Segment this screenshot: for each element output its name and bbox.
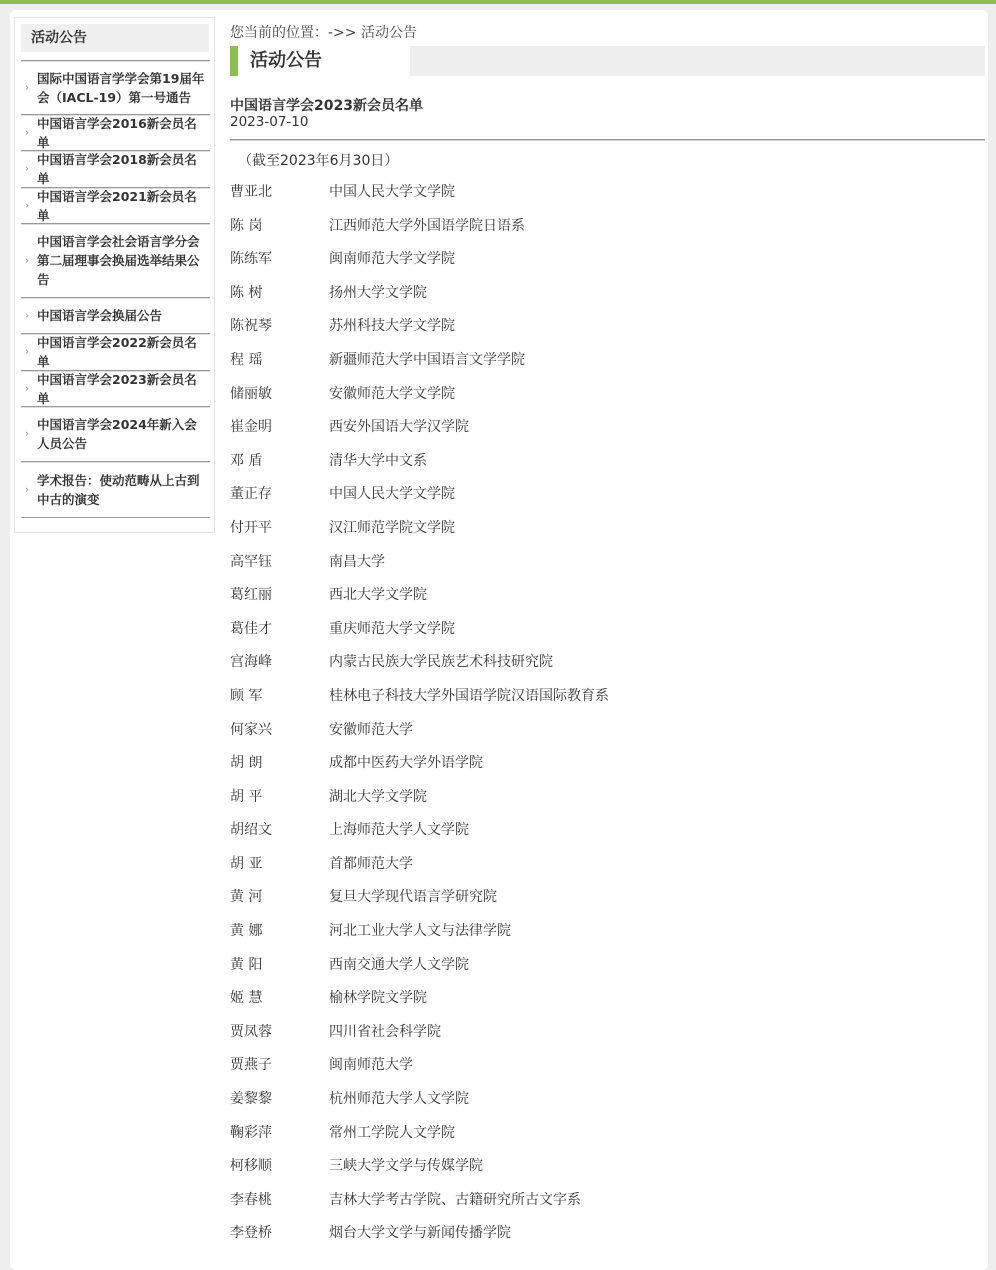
- member-name: 崔金明: [230, 419, 272, 436]
- member-row: [230, 881, 985, 915]
- sidebar-item[interactable]: [21, 150, 210, 187]
- member-name: 顾 军: [230, 687, 263, 704]
- member-org: 河北工业大学人文与法律学院: [329, 923, 511, 940]
- member-org: 湖北大学文学院: [329, 788, 427, 805]
- chevron-right-icon: ›: [25, 255, 29, 266]
- member-list: [230, 176, 985, 1251]
- member-row: [230, 512, 985, 546]
- sidebar-list: [21, 60, 210, 519]
- chevron-right-icon: ›: [25, 383, 29, 394]
- sidebar-item-label[interactable]: 中国语言学会2023新会员名单: [37, 371, 197, 406]
- breadcrumb: 您当前的位置：->> 活动公告: [230, 25, 417, 41]
- member-row: [230, 848, 985, 882]
- member-name: 曹亚北: [230, 184, 272, 200]
- member-row: [230, 949, 985, 983]
- member-row: [230, 1016, 985, 1050]
- member-org: 西北大学文学院: [329, 587, 427, 604]
- member-org: 苏州科技大学文学院: [329, 318, 455, 335]
- member-name: 胡 亚: [230, 855, 263, 872]
- member-org: 清华大学中文系: [329, 452, 427, 469]
- member-org: 西南交通大学人文学院: [329, 956, 469, 973]
- member-name: 董正存: [230, 486, 272, 503]
- member-org: 安徽师范大学: [329, 721, 413, 738]
- member-name: 陈祝琴: [230, 318, 272, 335]
- sidebar-item-label[interactable]: 中国语言学会2024年新入会人员公告: [37, 417, 197, 451]
- member-row: [230, 714, 985, 748]
- member-row: [230, 646, 985, 680]
- sidebar-item[interactable]: [21, 187, 210, 223]
- member-row: [230, 1150, 985, 1184]
- member-row: [230, 1083, 985, 1117]
- member-name: 程 瑶: [230, 351, 263, 368]
- member-org: 吉林大学考古学院、古籍研究所古文字系: [329, 1191, 581, 1208]
- member-org: 成都中医药大学外语学院: [329, 755, 483, 772]
- sidebar-item[interactable]: [21, 114, 210, 150]
- member-row: [230, 176, 985, 210]
- section-accent-bar: [230, 46, 238, 76]
- member-name: 胡绍文: [230, 822, 272, 839]
- member-org: 首都师范大学: [329, 855, 413, 872]
- chevron-right-icon: ›: [25, 346, 29, 358]
- sidebar-item[interactable]: [21, 370, 210, 406]
- member-name: 葛佳才: [230, 620, 272, 637]
- chevron-right-icon: ›: [25, 82, 29, 93]
- member-org: 江西师范大学外国语学院日语系: [329, 217, 525, 234]
- member-row: [230, 344, 985, 378]
- member-org: 南昌大学: [329, 553, 385, 570]
- member-name: 姬 慧: [230, 990, 263, 1007]
- member-name: 何家兴: [230, 721, 272, 738]
- chevron-right-icon: ›: [25, 127, 29, 138]
- article-title: 中国语言学会2023新会员名单: [230, 98, 423, 114]
- member-name: 胡 平: [230, 788, 263, 805]
- member-row: [230, 747, 985, 781]
- member-name: 陈 岗: [230, 217, 263, 234]
- sidebar-title: 活动公告: [21, 24, 209, 52]
- member-org: 三峡大学文学与传媒学院: [329, 1158, 483, 1175]
- member-org: 安徽师范大学文学院: [329, 385, 455, 402]
- top-accent-bar: [0, 0, 996, 4]
- chevron-right-icon: ›: [25, 484, 29, 495]
- member-org: 榆林学院文学院: [329, 990, 427, 1007]
- member-name: 贾凤蓉: [230, 1023, 272, 1040]
- member-row: [230, 579, 985, 613]
- member-org: 杭州师范大学人文学院: [329, 1091, 469, 1108]
- member-row: [230, 1117, 985, 1151]
- chevron-right-icon: ›: [25, 310, 29, 321]
- member-row: [230, 982, 985, 1016]
- member-name: 邓 盾: [230, 452, 263, 469]
- section-title: 活动公告: [250, 50, 322, 71]
- member-row: [230, 243, 985, 277]
- member-name: 葛红丽: [230, 587, 272, 604]
- member-org: 中国人民大学文学院: [329, 184, 455, 200]
- sidebar-item[interactable]: [21, 406, 210, 461]
- member-name: 黄 娜: [230, 923, 263, 940]
- member-row: [230, 1184, 985, 1218]
- member-name: 柯移顺: [230, 1158, 272, 1175]
- section-header: [230, 46, 985, 76]
- member-row: [230, 546, 985, 580]
- member-name: 姜黎黎: [230, 1091, 272, 1108]
- section-header-fill: [410, 46, 985, 76]
- member-name: 胡 朗: [230, 755, 263, 772]
- member-row: [230, 814, 985, 848]
- member-name: 李春桃: [230, 1191, 272, 1208]
- member-row: [230, 378, 985, 412]
- member-row: [230, 680, 985, 714]
- member-name: 黄 阳: [230, 956, 263, 973]
- member-org: 汉江师范学院文学院: [329, 519, 455, 536]
- member-org: 西安外国语大学汉学院: [329, 419, 469, 436]
- sidebar-divider: [21, 517, 210, 519]
- member-org: 上海师范大学人文学院: [329, 822, 469, 839]
- member-row: [230, 277, 985, 311]
- member-org: 复旦大学现代语言学研究院: [329, 889, 497, 906]
- chevron-right-icon: ›: [25, 200, 29, 211]
- member-row: [230, 310, 985, 344]
- sidebar-item-label[interactable]: 中国语言学会换届公告: [37, 308, 163, 323]
- member-org: 闽南师范大学: [329, 1057, 413, 1074]
- sidebar-item-label[interactable]: 中国语言学会社会语言学分会第二届理事会换届选举结果公告: [37, 234, 200, 287]
- member-org: 闽南师范大学文学院: [329, 251, 455, 268]
- member-name: 宫海峰: [230, 654, 272, 671]
- chevron-right-icon: ›: [25, 163, 29, 175]
- member-row: [230, 411, 985, 445]
- sidebar-item[interactable]: [21, 297, 210, 333]
- sidebar-item-label[interactable]: 中国语言学会2018新会员名单: [37, 152, 197, 186]
- sidebar: [14, 17, 215, 533]
- member-name: 李登桥: [230, 1225, 272, 1242]
- article-divider: [230, 139, 985, 140]
- member-row: [230, 445, 985, 479]
- member-org: 四川省社会科学院: [329, 1023, 441, 1040]
- sidebar-item-label[interactable]: 中国语言学会2021新会员名单: [37, 188, 197, 223]
- member-org: 内蒙古民族大学民族艺术科技研究院: [329, 654, 553, 671]
- member-name: 付开平: [230, 519, 272, 536]
- member-org: 重庆师范大学文学院: [329, 620, 455, 637]
- member-org: 常州工学院人文学院: [329, 1124, 455, 1141]
- member-org: 新疆师范大学中国语言文学学院: [329, 351, 525, 368]
- sidebar-item-label[interactable]: 中国语言学会2022新会员名单: [37, 335, 197, 369]
- member-name: 贾燕子: [230, 1057, 272, 1074]
- sidebar-item[interactable]: [21, 333, 210, 370]
- member-org: 扬州大学文学院: [329, 284, 427, 301]
- article-date: 2023-07-10: [230, 114, 309, 130]
- member-name: 高罕钰: [230, 553, 272, 570]
- content-panel: [10, 10, 988, 1270]
- sidebar-item-label[interactable]: 学术报告：使动范畴从上古到中古的演变: [37, 472, 200, 507]
- chevron-right-icon: ›: [25, 428, 29, 440]
- member-row: [230, 1217, 985, 1251]
- sidebar-item[interactable]: [21, 461, 210, 517]
- member-name: 陈练军: [230, 251, 272, 268]
- sidebar-item[interactable]: [21, 60, 210, 114]
- member-row: [230, 210, 985, 244]
- member-name: 储丽敏: [230, 385, 272, 402]
- member-name: 陈 树: [230, 284, 263, 301]
- member-name: 鞠彩萍: [230, 1124, 272, 1141]
- member-row: [230, 1049, 985, 1083]
- member-org: 烟台大学文学与新闻传播学院: [329, 1225, 511, 1242]
- member-org: 桂林电子科技大学外国语学院汉语国际教育系: [329, 687, 609, 704]
- sidebar-item-label[interactable]: 中国语言学会2016新会员名单: [37, 115, 197, 150]
- member-row: [230, 613, 985, 647]
- member-org: 中国人民大学文学院: [329, 486, 455, 503]
- member-row: [230, 478, 985, 512]
- sidebar-item-label[interactable]: 国际中国语言学学会第19届年会（IACL-19）第一号通告: [37, 70, 205, 105]
- member-row: [230, 915, 985, 949]
- member-name: 黄 河: [230, 889, 263, 906]
- sidebar-item[interactable]: [21, 223, 210, 297]
- member-row: [230, 781, 985, 815]
- article-note: （截至2023年6月30日）: [238, 153, 399, 169]
